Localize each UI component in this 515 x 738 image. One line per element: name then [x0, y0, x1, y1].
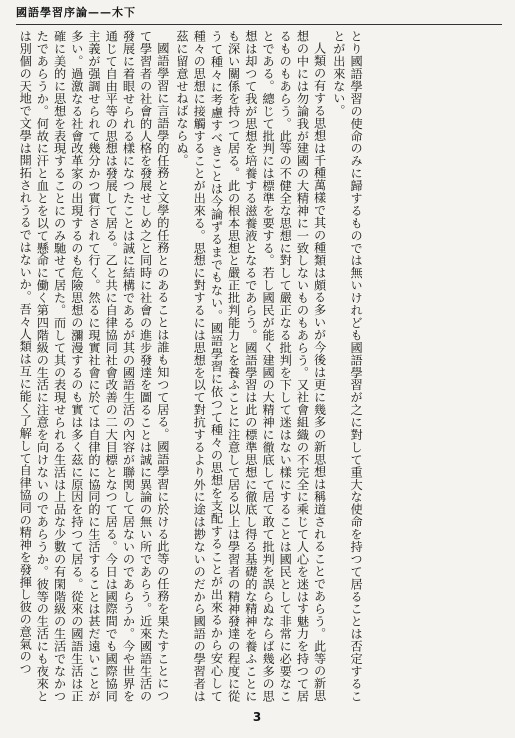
page-body — [16, 30, 504, 702]
paragraph-language-life: 國語學習に言語學的任務と文學的任務とのあることは誰も知つて居る。國語學習に於ける此等の任務を果たすことにつて學習者の社會的人格を發展せしめ之と同時に社會の進步發達を圖ることは誠に異論の無い所であらう。近來國語生活の發展に着眼せられる樣になつたことは誠に結構であるが其の國語生活の內容が聯関して居ないのであらうか。今や世界を通じて自由平等の思想は發展して居る。乙と共に自律協同社會改善の二大目標となつて居る。今日は國際間でも國際協同主義が强調せられて幾分かつ實行されて行く。然るに現實社會に於ては自律的に協同的に生活することは甚だ遠いことが多い。過激なる社會改革家の出現するのも危險思想の瀰漫するのも實は多く茲に原因を持つて居る。從來の國語生活は正確に美的に思想を表現することにのみ馳せて居た。而して其の表現せられる生活は上品な少數の有閑階級の生活でなかつたであらうか。何故に汗と血とを以て懸命に働く第四階級の生活に注意を向けないのであらうか。彼等の生活にも夜來とは別個の天地で文學は開拓されうるではないか。吾々人類は互に能く了解して自律協同の精神を發揮し彼の意氣のつ — [18, 30, 170, 702]
paragraph-thought-criticism: 人類の有する思想は千種萬樣で其の種類は頗る多いが今後は更に幾多の新思想は稱道されることであらう。此等の新思想の中には勿論我が建國の大精神に一致しないものもあらう。又社會組織の不完全に乘じて人心を迷はす魅力を持つて居るものもあらう。此等の不健全な思想に對して嚴正なる批判を下して迷はない樣にすることは國民として非常に必要なことである。總じて批判には標準を要する。若し國民が能く建國の大精神に徹底して居て敢て批判を誤らぬならば幾多の思想は却つて我が思想を培養する滋養液となるであらう。國語學習は此の標準思想に徹底し得る基礎的な精神を養ふことにも深い關係を持つて居る。此の根本思想と嚴正批判能力とを養ふことに注意して居る以上は學習者の精神發達の程度に從うて種々に考慮すべきことは今論ずるまでもない。國語學習に依つて種々の思想を支配することが出來るから安心して種々の思想に接觸することが出來る。思想に對するには思想を以て對抗するより外に途は尠ないのだから國語の學習者は茲に留意せねばならぬ。 — [175, 30, 327, 702]
page-number: 3 — [252, 710, 262, 724]
running-head-title: 國語學習序論——木下 — [16, 6, 136, 19]
running-header — [16, 6, 502, 25]
paragraph-continuation: とり國語學習の使命のみに歸するものでは無いけれども國語學習が之に對して重大な使命を持つて居ることは否定することが出來ない。 — [331, 30, 364, 702]
vertical-text-block — [16, 30, 364, 702]
